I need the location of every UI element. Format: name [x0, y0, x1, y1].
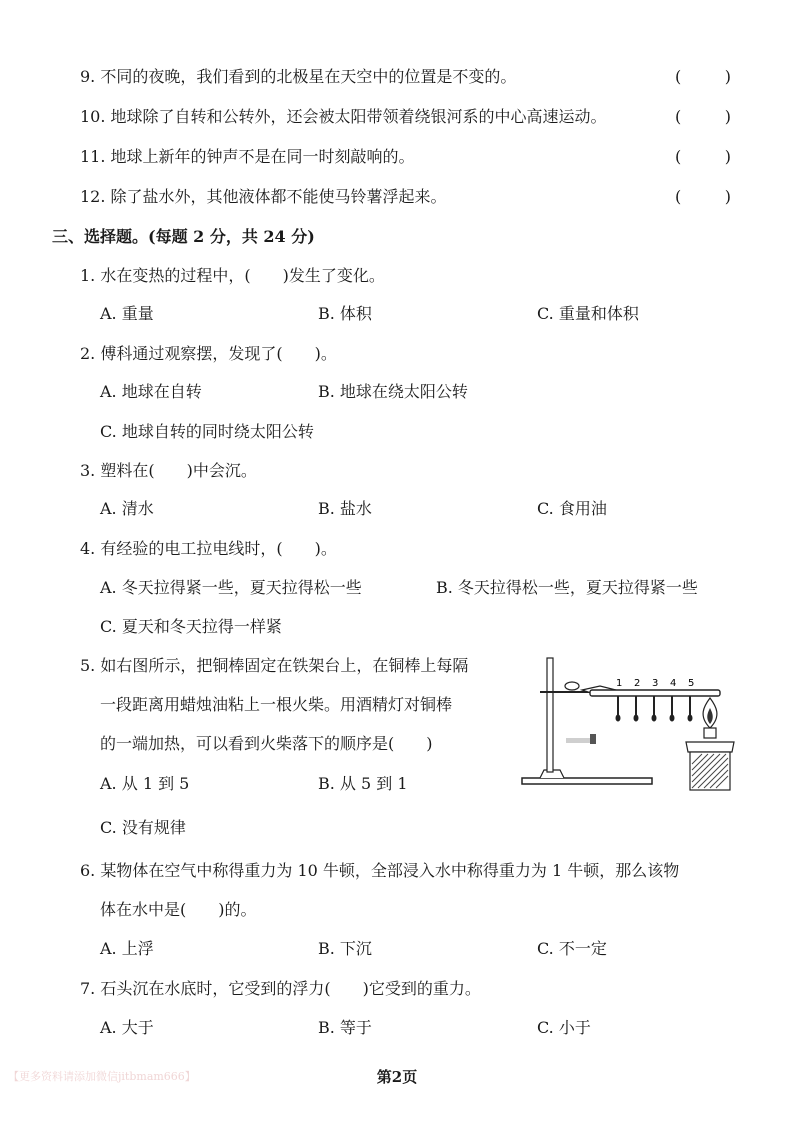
option-c: C. 不一定 — [537, 939, 607, 958]
option-c: C. 夏天和冬天拉得一样紧 — [100, 617, 282, 636]
option-a: A. 大于 — [100, 1018, 154, 1037]
option-b: B. 盐水 — [318, 499, 372, 518]
option-b: B. 冬天拉得松一些，夏天拉得紧一些 — [436, 578, 698, 597]
match-label-4: 4 — [670, 678, 677, 689]
answer-paren: ( ) — [675, 187, 731, 206]
match-label-2: 2 — [634, 678, 641, 689]
question-6-line-1: 6. 某物体在空气中称得重力为 10 牛顿，全部浸入水中称得重力为 1 牛顿，那么该物 — [80, 861, 680, 880]
stand-pole — [547, 658, 553, 772]
match-head — [670, 715, 675, 722]
option-c: C. 重量和体积 — [537, 304, 639, 323]
match-label-5: 5 — [688, 678, 695, 689]
match-head — [616, 715, 621, 722]
match-head — [688, 715, 693, 722]
question-5-line-2: 一段距离用蜡烛油粘上一根火柴。用酒精灯对铜棒 — [100, 695, 453, 714]
option-b: B. 体积 — [318, 304, 372, 323]
tf-item-12: 12. 除了盐水外，其他液体都不能使马铃薯浮起来。 — [80, 187, 447, 206]
page-number: 第2页 — [376, 1068, 418, 1086]
tf-item-10: 10. 地球除了自转和公转外，还会被太阳带领着绕银河系的中心高速运动。 — [80, 107, 607, 126]
answer-paren: ( ) — [675, 67, 731, 86]
question-4: 4. 有经验的电工拉电线时，( )。 — [80, 539, 337, 558]
match-head — [634, 715, 639, 722]
tf-item-11: 11. 地球上新年的钟声不是在同一时刻敲响的。 — [80, 147, 415, 166]
option-a: A. 地球在自转 — [100, 382, 202, 401]
copper-rod — [590, 690, 720, 696]
question-5-line-1: 5. 如右图所示，把铜棒固定在铁架台上，在铜棒上每隔 — [80, 656, 469, 675]
answer-paren: ( ) — [675, 147, 731, 166]
copper-rod-experiment-figure — [520, 650, 740, 800]
option-a: A. 从 1 到 5 — [100, 774, 190, 793]
question-3: 3. 塑料在( )中会沉。 — [80, 461, 257, 480]
option-b: B. 等于 — [318, 1018, 372, 1037]
option-b: B. 从 5 到 1 — [318, 774, 408, 793]
option-a: A. 清水 — [100, 499, 154, 518]
option-a: A. 冬天拉得紧一些，夏天拉得松一些 — [100, 578, 362, 597]
question-6-line-2: 体在水中是( )的。 — [100, 900, 257, 919]
option-c: C. 食用油 — [537, 499, 607, 518]
option-b: B. 下沉 — [318, 939, 372, 958]
question-7: 7. 石头沉在水底时，它受到的浮力( )它受到的重力。 — [80, 979, 481, 998]
matches — [616, 696, 693, 722]
question-5-line-3: 的一端加热，可以看到火柴落下的顺序是( ) — [100, 734, 433, 753]
option-c: C. 地球自转的同时绕太阳公转 — [100, 422, 314, 441]
match-label-1: 1 — [616, 678, 623, 689]
match-head — [652, 715, 657, 722]
question-2: 2. 傅科通过观察摆，发现了( )。 — [80, 344, 337, 363]
option-c: C. 小于 — [537, 1018, 591, 1037]
section-title: 三、选择题。(每题 2 分，共 24 分) — [52, 227, 315, 246]
match-label-3: 3 — [652, 678, 659, 689]
option-a: A. 重量 — [100, 304, 154, 323]
option-a: A. 上浮 — [100, 939, 154, 958]
option-c: C. 没有规律 — [100, 818, 186, 837]
option-b: B. 地球在绕太阳公转 — [318, 382, 468, 401]
watermark-text: 【更多资料请添加微信jitbmam666】 — [8, 1070, 196, 1083]
stand-base — [522, 778, 652, 784]
question-1: 1. 水在变热的过程中，( )发生了变化。 — [80, 266, 385, 285]
answer-paren: ( ) — [675, 107, 731, 126]
tf-item-9: 9. 不同的夜晚，我们看到的北极星在天空中的位置是不变的。 — [80, 67, 517, 86]
